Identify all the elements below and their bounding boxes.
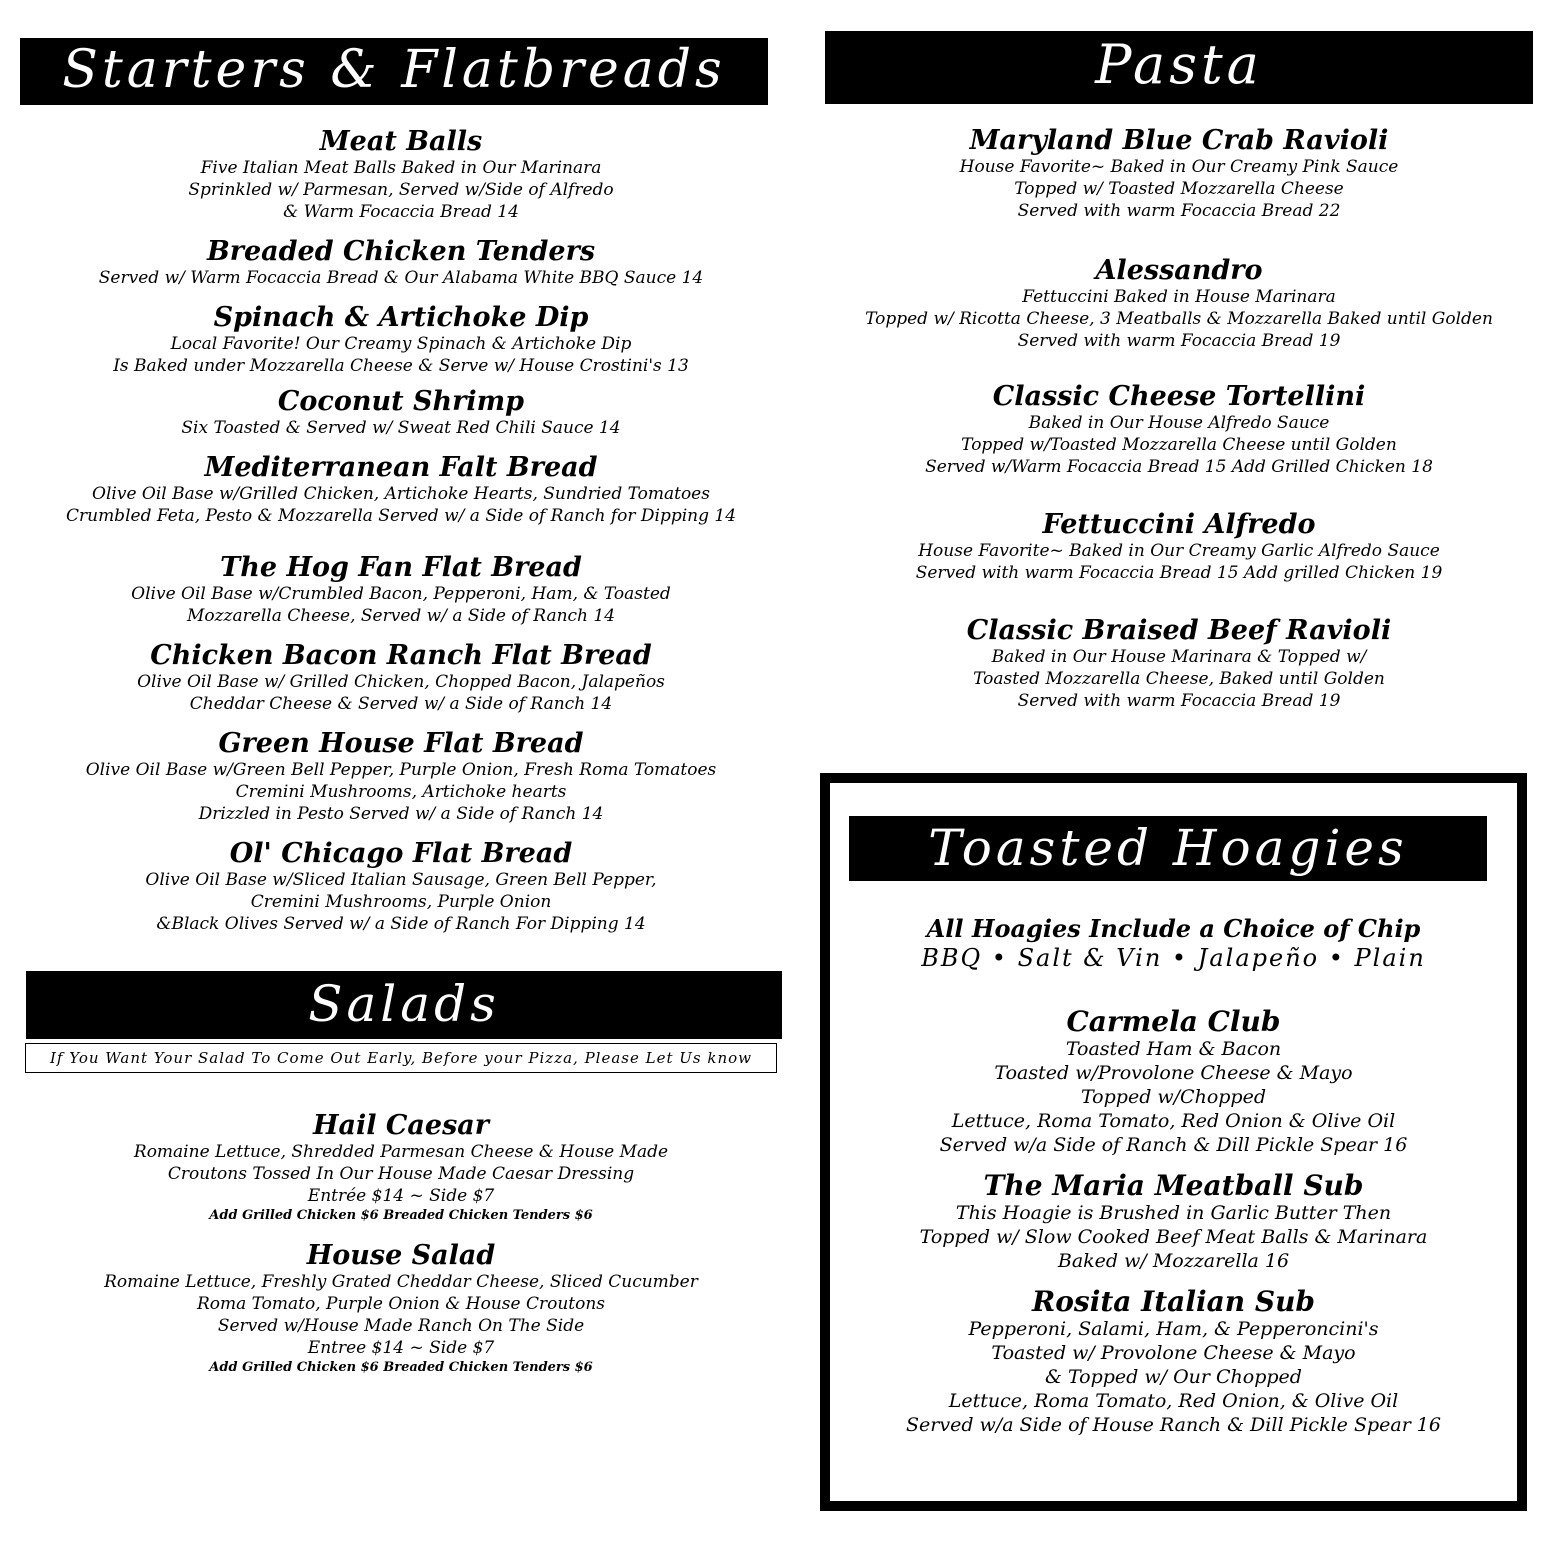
menu-item — [825, 616, 1533, 712]
menu-item-description: Is Baked under Mozzarella Cheese & Serve w/ House Crostini's 13 — [113, 356, 689, 376]
menu-item — [20, 641, 782, 715]
menu-item-description: Mozzarella Cheese, Served w/ a Side of Ranch 14 — [186, 606, 616, 626]
menu-item-description: Topped w/ Toasted Mozzarella Cheese — [1014, 179, 1344, 199]
starters-heading: Starters & Flatbreads — [20, 38, 768, 105]
menu-item-name: Classic Cheese Tortellini — [992, 381, 1366, 412]
menu-item — [20, 839, 782, 935]
menu-item-description: Entrée $14 ~ Side $7 — [307, 1186, 495, 1206]
menu-item-description: Served with warm Focaccia Bread 15 Add grilled Chicken 19 — [915, 563, 1443, 583]
menu-item-name: Green House Flat Bread — [218, 728, 584, 759]
menu-item-description: Roma Tomato, Purple Onion & House Croutons — [196, 1294, 606, 1314]
menu-item-description: Romaine Lettuce, Shredded Parmesan Cheese & House Made — [133, 1142, 669, 1162]
menu-item-name: Carmela Club — [1066, 1005, 1281, 1038]
menu-item-addon: Add Grilled Chicken $6 Breaded Chicken Tenders $6 — [209, 1360, 593, 1375]
menu-item-description: Cheddar Cheese & Served w/ a Side of Ranch 14 — [189, 694, 613, 714]
menu-item-description: Topped w/Chopped — [1080, 1086, 1267, 1108]
menu-item-description: Served with warm Focaccia Bread 19 — [1017, 691, 1341, 711]
menu-item-addon: Add Grilled Chicken $6 Breaded Chicken Tenders $6 — [209, 1208, 593, 1223]
menu-item-description: Crumbled Feta, Pesto & Mozzarella Served w/ a Side of Ranch for Dipping 14 — [65, 506, 737, 526]
menu-item-name: Ol' Chicago Flat Bread — [229, 838, 573, 869]
left-column — [20, 38, 782, 1377]
menu-item — [830, 1007, 1517, 1157]
menu-item-name: Spinach & Artichoke Dip — [213, 302, 589, 333]
menu-item-name: Classic Braised Beef Ravioli — [966, 615, 1392, 646]
menu-item-description: Topped w/Toasted Mozzarella Cheese until Golden — [961, 435, 1397, 455]
menu-item-description: Baked in Our House Marinara & Topped w/ — [991, 647, 1367, 667]
menu-item-description: Lettuce, Roma Tomato, Red Onion, & Olive Oil — [948, 1390, 1399, 1412]
menu-item-description: Topped w/ Slow Cooked Beef Meat Balls & Marinara — [919, 1226, 1428, 1248]
menu-item — [20, 729, 782, 825]
menu-item-description: Romaine Lettuce, Freshly Grated Cheddar Cheese, Sliced Cucumber — [104, 1272, 698, 1292]
menu-item-description: Olive Oil Base w/Crumbled Bacon, Pepperoni, Ham, & Toasted — [131, 584, 671, 604]
menu-item-description: Served w/House Made Ranch On The Side — [217, 1316, 585, 1336]
hoagies-intro — [830, 915, 1517, 973]
menu-item-description: Olive Oil Base w/Green Bell Pepper, Purple Onion, Fresh Roma Tomatoes — [85, 760, 717, 780]
menu-item-description: Toasted Ham & Bacon — [1065, 1038, 1282, 1060]
menu-item — [830, 1171, 1517, 1273]
menu-item-description: Served with warm Focaccia Bread 22 — [1017, 201, 1341, 221]
menu-item-name: Breaded Chicken Tenders — [206, 236, 596, 267]
menu-item — [20, 453, 782, 527]
menu-item-description: Baked in Our House Alfredo Sauce — [1028, 413, 1330, 433]
menu-item — [20, 387, 782, 439]
menu-item-description: Lettuce, Roma Tomato, Red Onion & Olive Oil — [951, 1110, 1396, 1132]
menu-item-name: Meat Balls — [319, 126, 483, 157]
menu-item-description: Served with warm Focaccia Bread 19 — [1017, 331, 1341, 351]
menu-item-description: Entree $14 ~ Side $7 — [307, 1338, 495, 1358]
menu-item-description: Cremini Mushrooms, Purple Onion — [250, 892, 552, 912]
menu-item — [20, 553, 782, 627]
menu-item-description: Olive Oil Base w/ Grilled Chicken, Chopped Bacon, Jalapeños — [137, 672, 665, 692]
chip-options: BBQ • Salt & Vin • Jalapeño • Plain — [921, 944, 1426, 972]
menu-item-description: Five Italian Meat Balls Baked in Our Marinara — [200, 158, 602, 178]
menu-item-description: Pepperoni, Salami, Ham, & Pepperoncini's — [968, 1318, 1379, 1340]
menu-item — [20, 1111, 782, 1225]
menu-item-description: Toasted Mozzarella Cheese, Baked until Golden — [973, 669, 1385, 689]
menu-item-description: Topped w/ Ricotta Cheese, 3 Meatballs & Mozzarella Baked until Golden — [865, 309, 1493, 329]
menu-item-description: Drizzled in Pesto Served w/ a Side of Ranch 14 — [198, 804, 604, 824]
salad-note: If You Want Your Salad To Come Out Early, Before your Pizza, Please Let Us know — [25, 1043, 777, 1073]
menu-item-description: &Black Olives Served w/ a Side of Ranch For Dipping 14 — [156, 914, 646, 934]
menu-item-name: Fettuccini Alfredo — [1042, 509, 1316, 540]
menu-item-description: Local Favorite! Our Creamy Spinach & Artichoke Dip — [170, 334, 632, 354]
menu-item-description: This Hoagie is Brushed in Garlic Butter Then — [955, 1202, 1392, 1224]
menu-item — [20, 237, 782, 289]
menu-item — [20, 127, 782, 223]
menu-item — [830, 1287, 1517, 1437]
starters-list — [20, 127, 782, 935]
menu-item — [825, 256, 1533, 352]
menu-item-description: Served w/ Warm Focaccia Bread & Our Alabama White BBQ Sauce 14 — [98, 268, 704, 288]
menu-item-description: & Warm Focaccia Bread 14 — [283, 202, 519, 222]
menu-item-description: Sprinkled w/ Parmesan, Served w/Side of Alfredo — [188, 180, 614, 200]
pasta-heading: Pasta — [825, 31, 1533, 104]
menu-item-description: Cremini Mushrooms, Artichoke hearts — [235, 782, 567, 802]
right-column — [825, 31, 1533, 712]
menu-item-description: Toasted w/Provolone Cheese & Mayo — [994, 1062, 1353, 1084]
menu-item — [825, 126, 1533, 222]
pasta-list — [825, 126, 1533, 712]
menu-item-description: Croutons Tossed In Our House Made Caesar Dressing — [167, 1164, 635, 1184]
salads-list — [20, 1111, 782, 1377]
menu-item-name: The Hog Fan Flat Bread — [220, 552, 582, 583]
menu-item-name: House Salad — [306, 1240, 496, 1271]
hoagies-list — [830, 1007, 1517, 1437]
menu-item-description: Fettuccini Baked in House Marinara — [1022, 287, 1336, 307]
menu-item — [20, 1241, 782, 1377]
hoagies-heading: Toasted Hoagies — [849, 816, 1487, 881]
menu-item — [20, 303, 782, 377]
menu-item-description: Baked w/ Mozzarella 16 — [1057, 1250, 1290, 1272]
menu-item-description: Toasted w/ Provolone Cheese & Mayo — [991, 1342, 1356, 1364]
chip-choice-text: All Hoagies Include a Choice of Chip — [926, 914, 1421, 943]
menu-item-description: House Favorite~ Baked in Our Creamy Pink Sauce — [959, 157, 1399, 177]
menu-item-name: Maryland Blue Crab Ravioli — [969, 125, 1389, 156]
menu-item-description: House Favorite~ Baked in Our Creamy Garlic Alfredo Sauce — [918, 541, 1440, 561]
salads-heading: Salads — [26, 971, 782, 1039]
menu-item-description: Served w/a Side of House Ranch & Dill Pickle Spear 16 — [906, 1414, 1441, 1436]
menu-item-name: Alessandro — [1095, 255, 1263, 286]
menu-item-description: Served w/Warm Focaccia Bread 15 Add Grilled Chicken 18 — [925, 457, 1433, 477]
menu-item — [825, 382, 1533, 478]
menu-item-name: Chicken Bacon Ranch Flat Bread — [150, 640, 652, 671]
menu-item-description: Served w/a Side of Ranch & Dill Pickle Spear 16 — [939, 1134, 1408, 1156]
menu-item-description: Olive Oil Base w/Grilled Chicken, Artichoke Hearts, Sundried Tomatoes — [92, 484, 710, 504]
menu-item-name: Rosita Italian Sub — [1031, 1285, 1316, 1318]
menu-item-name: Hail Caesar — [312, 1110, 489, 1141]
hoagies-box — [820, 773, 1527, 1511]
menu-item-name: Coconut Shrimp — [277, 386, 525, 417]
menu-item-description: & Topped w/ Our Chopped — [1045, 1366, 1302, 1388]
menu-item-name: Mediterranean Falt Bread — [204, 452, 598, 483]
menu-item-description: Six Toasted & Served w/ Sweat Red Chili Sauce 14 — [181, 418, 621, 438]
menu-item — [825, 510, 1533, 584]
menu-item-name: The Maria Meatball Sub — [983, 1169, 1364, 1202]
menu-item-description: Olive Oil Base w/Sliced Italian Sausage, Green Bell Pepper, — [145, 870, 657, 890]
